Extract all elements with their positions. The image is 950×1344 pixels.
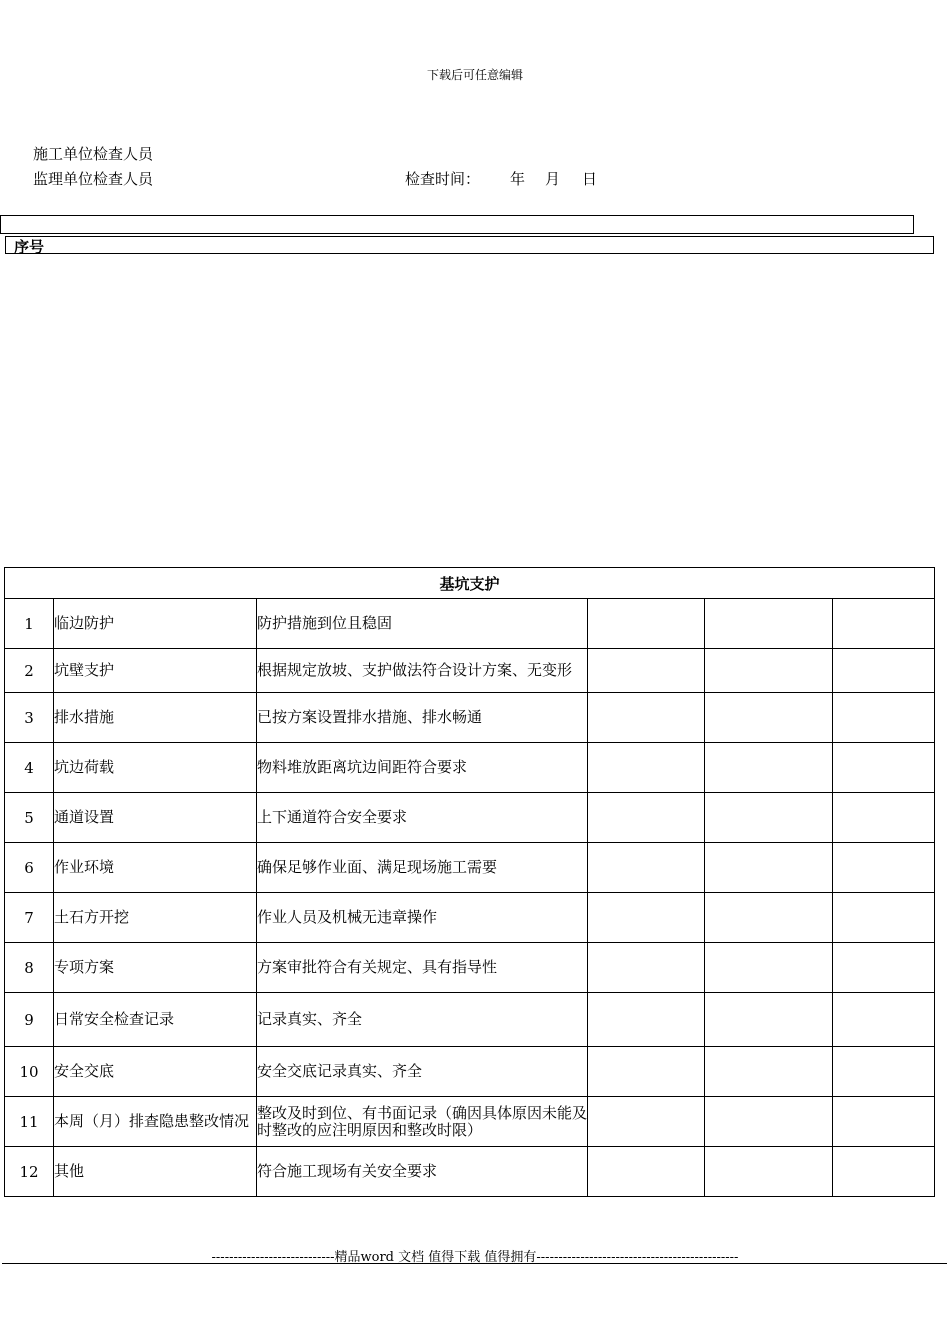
check-standard: 已按方案设置排水措施、排水畅通 — [257, 693, 588, 743]
signature-cell[interactable] — [833, 793, 935, 843]
remark-cell[interactable] — [705, 993, 833, 1047]
result-cell[interactable] — [588, 1097, 705, 1147]
signature-cell[interactable] — [833, 1147, 935, 1197]
signature-cell[interactable] — [833, 993, 935, 1047]
table-row — [5, 893, 935, 943]
check-standard: 记录真实、齐全 — [257, 993, 588, 1047]
remark-cell[interactable] — [705, 893, 833, 943]
check-time-label: 检查时间： — [405, 170, 481, 188]
section-row — [5, 568, 935, 599]
signature-cell[interactable] — [833, 1097, 935, 1147]
remark-cell[interactable] — [705, 1147, 833, 1197]
table-row — [5, 693, 935, 743]
check-item: 本周（月）排查隐患整改情况 — [54, 1097, 257, 1147]
row-number: 5 — [5, 793, 54, 843]
construction-inspector-label: 施工单位检查人员 — [33, 145, 154, 163]
row-number: 12 — [5, 1147, 54, 1197]
check-item: 临边防护 — [54, 599, 257, 649]
table-row — [5, 793, 935, 843]
row-number: 4 — [5, 743, 54, 793]
remark-cell[interactable] — [705, 943, 833, 993]
remark-cell[interactable] — [705, 743, 833, 793]
table-row — [5, 1147, 935, 1197]
row-number: 10 — [5, 1047, 54, 1097]
table-row — [5, 649, 935, 693]
table-row — [5, 1097, 935, 1147]
check-standard: 安全交底记录真实、齐全 — [257, 1047, 588, 1097]
check-standard: 整改及时到位、有书面记录（确因具体原因未能及时整改的应注明原因和整改时限） — [257, 1097, 588, 1147]
supervision-inspector-label: 监理单位检查人员 — [33, 170, 154, 188]
row-number: 1 — [5, 599, 54, 649]
signature-cell[interactable] — [833, 943, 935, 993]
result-cell[interactable] — [588, 693, 705, 743]
row-number: 3 — [5, 693, 54, 743]
remark-cell[interactable] — [705, 599, 833, 649]
table-row — [5, 1047, 935, 1097]
check-item: 通道设置 — [54, 793, 257, 843]
footer-rule — [2, 1263, 947, 1264]
table-row — [5, 743, 935, 793]
remark-cell[interactable] — [705, 649, 833, 693]
table-header-row — [5, 236, 934, 254]
result-cell[interactable] — [588, 743, 705, 793]
empty-header-box — [0, 215, 914, 234]
check-item: 坑边荷载 — [54, 743, 257, 793]
result-cell[interactable] — [588, 1047, 705, 1097]
result-cell[interactable] — [588, 649, 705, 693]
remark-cell[interactable] — [705, 1097, 833, 1147]
check-item: 作业环境 — [54, 843, 257, 893]
table-row — [5, 599, 935, 649]
check-standard: 防护措施到位且稳固 — [257, 599, 588, 649]
table-row — [5, 993, 935, 1047]
footer-text: ----------------------------精品word 文档 值得下载 值得拥有---------------------------------------------- — [211, 1250, 739, 1265]
row-number: 6 — [5, 843, 54, 893]
check-standard: 上下通道符合安全要求 — [257, 793, 588, 843]
table-row — [5, 943, 935, 993]
signature-cell[interactable] — [833, 649, 935, 693]
result-cell[interactable] — [588, 1147, 705, 1197]
check-standard: 方案审批符合有关规定、具有指导性 — [257, 943, 588, 993]
row-number: 11 — [5, 1097, 54, 1147]
result-cell[interactable] — [588, 843, 705, 893]
signature-cell[interactable] — [833, 893, 935, 943]
check-item: 其他 — [54, 1147, 257, 1197]
signature-cell[interactable] — [833, 1047, 935, 1097]
row-number: 2 — [5, 649, 54, 693]
signature-cell[interactable] — [833, 743, 935, 793]
table-row — [5, 843, 935, 893]
remark-cell[interactable] — [705, 1047, 833, 1097]
remark-cell[interactable] — [705, 693, 833, 743]
check-item: 安全交底 — [54, 1047, 257, 1097]
remark-cell[interactable] — [705, 843, 833, 893]
signature-cell[interactable] — [833, 843, 935, 893]
result-cell[interactable] — [588, 599, 705, 649]
check-item: 日常安全检查记录 — [54, 993, 257, 1047]
month-label: 月 — [545, 170, 561, 188]
year-label: 年 — [510, 170, 526, 188]
row-number: 9 — [5, 993, 54, 1047]
check-item: 土石方开挖 — [54, 893, 257, 943]
check-time — [405, 168, 597, 189]
signature-cell[interactable] — [833, 599, 935, 649]
check-standard: 符合施工现场有关安全要求 — [257, 1147, 588, 1197]
remark-cell[interactable] — [705, 793, 833, 843]
seq-header: 序号 — [14, 238, 45, 256]
check-standard: 确保足够作业面、满足现场施工需要 — [257, 843, 588, 893]
row-number: 8 — [5, 943, 54, 993]
result-cell[interactable] — [588, 793, 705, 843]
check-standard: 物料堆放距离坑边间距符合要求 — [257, 743, 588, 793]
top-note: 下载后可任意编辑 — [426, 68, 523, 82]
day-label: 日 — [582, 170, 598, 188]
section-title: 基坑支护 — [5, 568, 935, 599]
check-item: 专项方案 — [54, 943, 257, 993]
check-standard: 作业人员及机械无违章操作 — [257, 893, 588, 943]
signature-cell[interactable] — [833, 693, 935, 743]
result-cell[interactable] — [588, 893, 705, 943]
result-cell[interactable] — [588, 943, 705, 993]
inspection-table — [4, 567, 935, 1197]
result-cell[interactable] — [588, 993, 705, 1047]
check-item: 排水措施 — [54, 693, 257, 743]
check-item: 坑壁支护 — [54, 649, 257, 693]
row-number: 7 — [5, 893, 54, 943]
check-standard: 根据规定放坡、支护做法符合设计方案、无变形 — [257, 649, 588, 693]
